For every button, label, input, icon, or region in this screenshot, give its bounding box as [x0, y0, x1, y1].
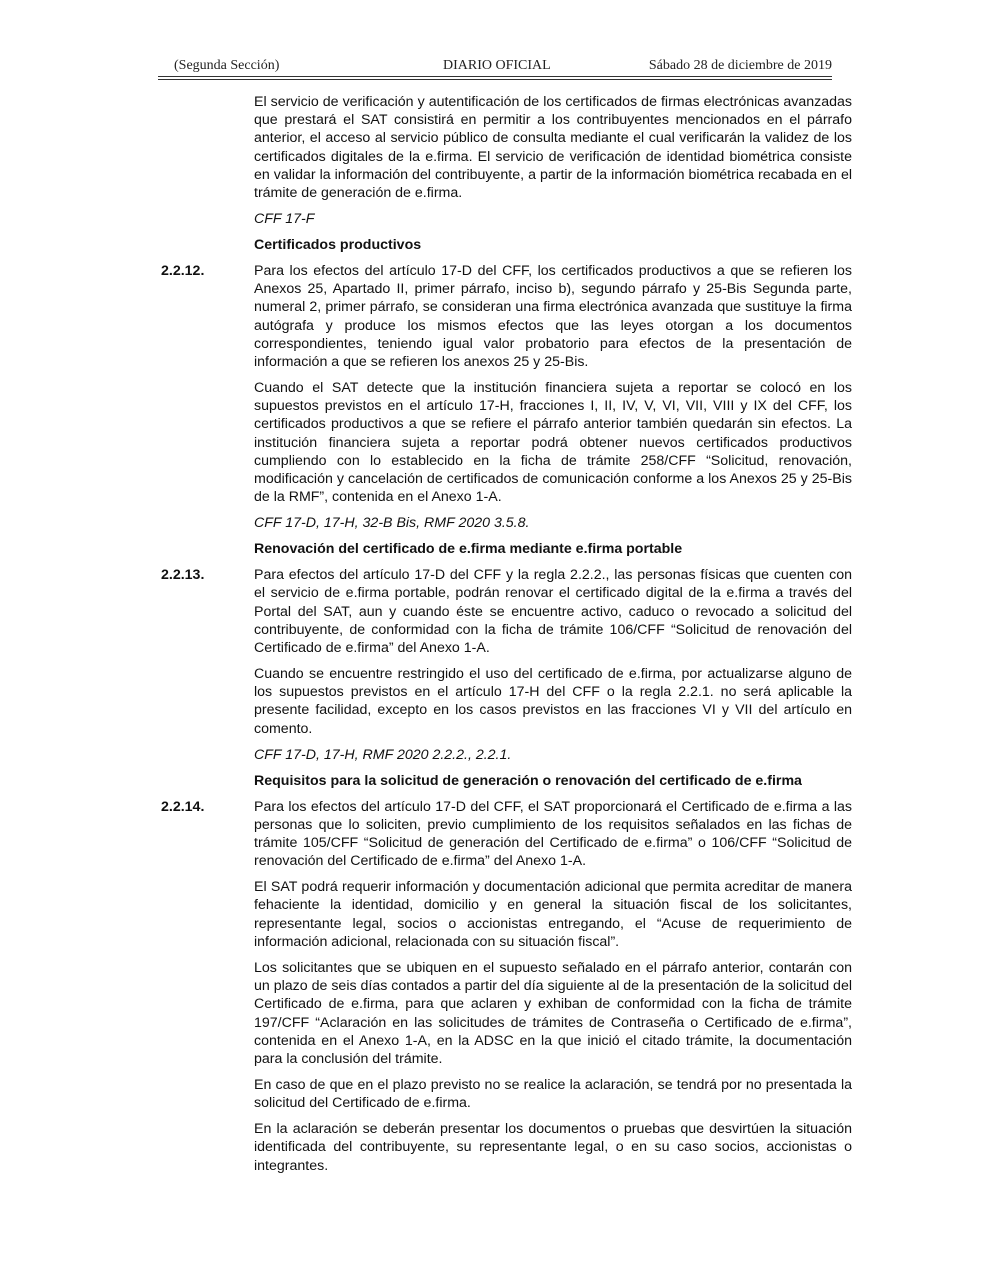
paragraph-text: En la aclaración se deberán presentar los documentos o pruebas que desvirtúen la situación identificada del contribuyente, su representante legal, o en su caso socios, accionistas o integrantes. — [254, 1121, 852, 1174]
reference-text: CFF 17-D, 17-H, RMF 2020 2.2.2., 2.2.1. — [254, 746, 512, 763]
paragraph-text: Cuando se encuentre restringido el uso del certificado de e.firma, por actualizarse alguno de los supuestos previstos en el artículo 17-H del CFF o la regla 2.2.1. no será aplicable la presente facilidad, excepto en los casos previstos en las fracciones VI y VII del artículo en comento. — [254, 666, 852, 737]
rule-title — [159, 540, 852, 558]
paragraph — [159, 1120, 852, 1175]
paragraph-text: Los solicitantes que se ubiquen en el supuesto señalado en el párrafo anterior, contarán con un plazo de seis días contados a partir del día siguiente al de la presentación de la solicitud del Certificado de e.firma, para que aclaren y exhiban de conformidad con la ficha de trámite 197/CFF “Aclaración en las solicitudes de trámites de Contraseña o Certificado de e.firma”, contenida en el Anexo 1-A, en la ADSC en la que inició el citado trámite, la documentación para la conclusión del trámite. — [254, 959, 852, 1067]
header-publication: DIARIO OFICIAL — [443, 58, 551, 73]
rule-title — [159, 236, 852, 254]
legal-reference — [159, 210, 852, 228]
rule-title — [159, 772, 852, 790]
rule-title-text: Requisitos para la solicitud de generación o renovación del certificado de e.firma — [254, 772, 802, 789]
rule-number: 2.2.13. — [161, 567, 205, 584]
paragraph-text: Para los efectos del artículo 17-D del CFF, el SAT proporcionará el Certificado de e.firma a las personas que lo soliciten, previo cumplimiento de los requisitos señalados en las fichas de trámite 105/CFF “Solicitud de generación del Certificado de e.firma” o 106/CFF “Solicitud de renovación del Certificado de e.firma” del Anexo 1-A. — [254, 798, 852, 870]
rule-paragraph — [159, 566, 852, 657]
header-rule-bottom — [158, 79, 832, 80]
legal-reference — [159, 746, 852, 764]
rule-paragraph — [159, 798, 852, 871]
paragraph-text: Para efectos del artículo 17-D del CFF y la regla 2.2.2., las personas físicas que cuenten con el servicio de e.firma portable, podrán renovar el certificado digital de la e.firma a través del Portal del SAT, aun y cuando éste se encuentre activo, caduco o revocado a solicitud del contribuyente, de conformidad con la ficha de trámite 106/CFF “Solicitud de renovación del Certificado de e.firma” del Anexo 1-A. — [254, 567, 852, 657]
paragraph-text: El servicio de verificación y autentificación de los certificados de firmas electrónicas avanzadas que prestará el SAT consistirá en permitir a los contribuyentes mencionados en el párrafo anterior, el acceso al servicio público de consulta mediante el cual verificarán la validez de los certificados digitales de la e.firma. El servicio de verificación de identidad biométrica consiste en validar la información del contribuyente, a partir de la información biométrica recabada en el trámite de generación de e.firma. — [254, 94, 852, 202]
document-body — [159, 93, 852, 1183]
paragraph-text: Para los efectos del artículo 17-D del CFF, los certificados productivos a que se refieren los Anexos 25, Apartado II, primer párrafo, inciso b), segundo párrafo y 25-Bis Segunda parte, numeral 2, primer párrafo, se consideran una firma electrónica avanzada que sustituye la firma autógrafa y produce los mismos efectos que las leyes otorgan a los documentos correspondientes, teniendo igual valor probatorio para efectos de la presentación de información a que se refieren los anexos 25 y 25-Bis. — [254, 263, 852, 371]
paragraph — [159, 1076, 852, 1112]
paragraph-text: El SAT podrá requerir información y documentación adicional que permita acreditar de manera fehaciente la identidad, domicilio y en general la situación fiscal de los solicitantes, representante legal, socios o accionistas entregando, el “Acuse de requerimiento de información adicional, relacionada con su situación fiscal”. — [254, 879, 852, 950]
reference-text: CFF 17-F — [254, 211, 315, 228]
legal-reference — [159, 514, 852, 532]
paragraph-text: Cuando el SAT detecte que la institución financiera sujeta a reportar se colocó en los supuestos previstos en el artículo 17-H, fracciones I, II, IV, V, VI, VII, VIII y IX del CFF, los certificados productivos a que se refiere el párrafo anterior también quedarán sin efectos. La institución financiera sujeta a reportar podrá obtener nuevos certificados productivos cumpliendo con lo establecido en la ficha de trámite 258/CFF “Solicitud, renovación, modificación y cancelación de certificados de comunicación conforme a los Anexos 25 y 25-Bis de la RMF”, contenida en el Anexo 1-A. — [254, 380, 852, 506]
rule-paragraph — [159, 262, 852, 371]
reference-text: CFF 17-D, 17-H, 32-B Bis, RMF 2020 3.5.8. — [254, 515, 530, 532]
rule-title-text: Renovación del certificado de e.firma mediante e.firma portable — [254, 541, 683, 558]
paragraph — [159, 665, 852, 738]
header-rule-top — [158, 76, 832, 77]
rule-number: 2.2.12. — [161, 263, 205, 280]
paragraph — [159, 878, 852, 951]
header-section: (Segunda Sección) — [174, 58, 280, 73]
page-header — [158, 58, 832, 76]
rule-number: 2.2.14. — [161, 798, 205, 815]
paragraph-text: En caso de que en el plazo previsto no se realice la aclaración, se tendrá por no presentada la solicitud del Certificado de e.firma. — [254, 1076, 852, 1112]
paragraph — [159, 93, 852, 202]
paragraph — [159, 959, 852, 1068]
rule-title-text: Certificados productivos — [254, 237, 422, 254]
header-date: Sábado 28 de diciembre de 2019 — [648, 58, 832, 73]
paragraph — [159, 379, 852, 506]
